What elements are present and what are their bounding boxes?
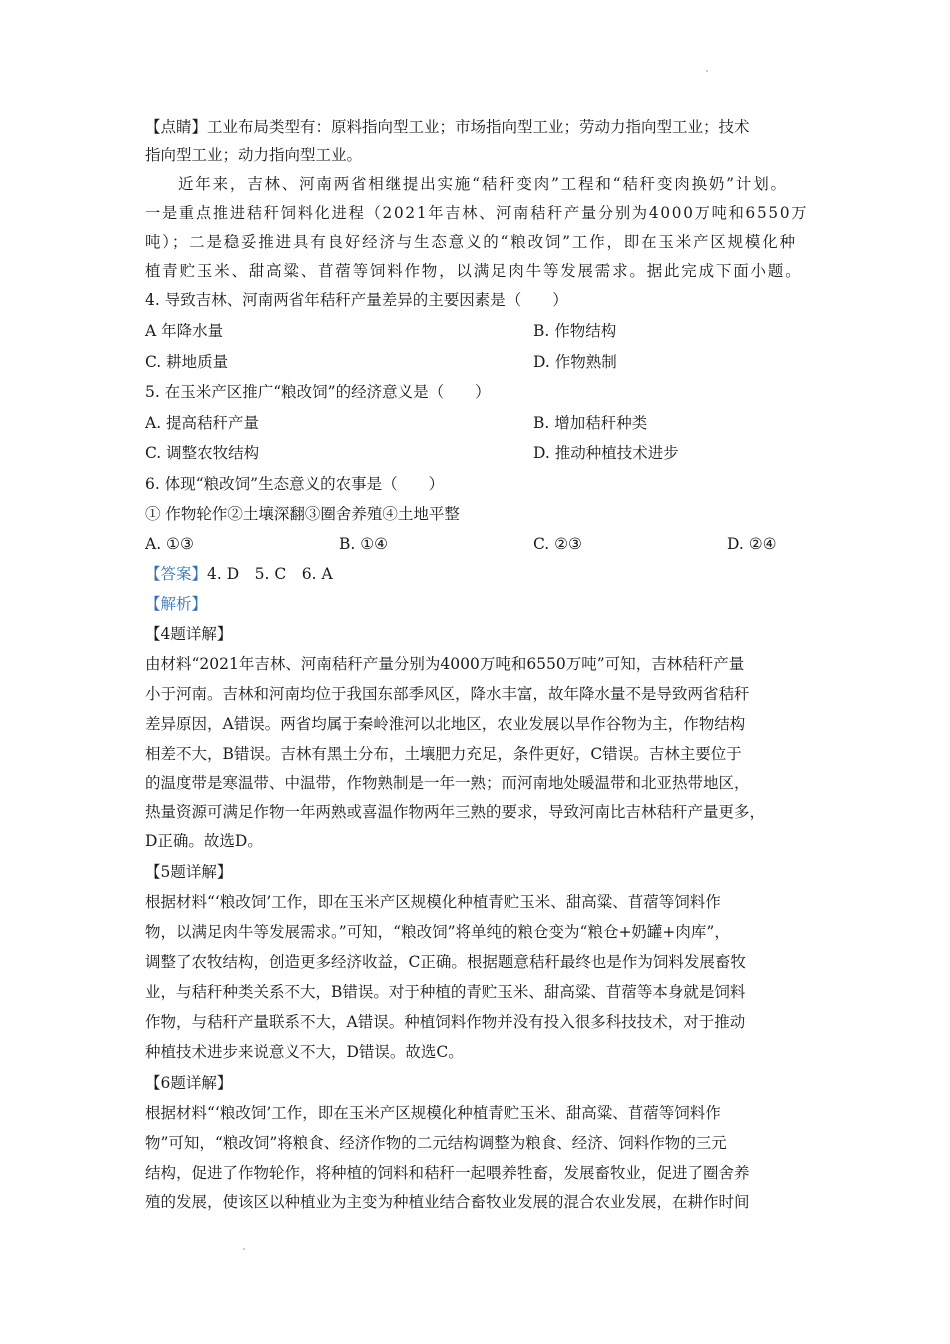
dianjing-line: 【点睛】工业布局类型有：原料指向型工业；市场指向型工业；劳动力指向型工业；技术 <box>145 118 750 136</box>
answer-value: 4. D 5. C 6. A <box>207 565 333 583</box>
detail-5-line: 业，与秸秆种类关系不大，B错误。对于种植的青贮玉米、甜高粱、苜蓿等本身就是饲料 <box>145 983 746 1001</box>
detail-4-line: 相差不大，B错误。吉林有黑土分布，土壤肥力充足，条件更好，C错误。吉林主要位于 <box>145 745 742 763</box>
q5-option-a: A. 提高秸秆产量 <box>145 414 260 432</box>
detail-4-line: 热量资源可满足作物一年两熟或喜温作物两年三熟的要求，导致河南比吉林秸秆产量更多， <box>145 803 766 821</box>
q4-option-a: A 年降水量 <box>145 322 224 340</box>
detail-4-line: D正确。故选D。 <box>145 832 263 850</box>
question-6-items: ① 作物轮作②土壤深翻③圈舍养殖④土地平整 <box>145 505 460 523</box>
q5-option-c: C. 调整农牧结构 <box>145 444 260 462</box>
answer-line <box>145 564 333 584</box>
question-4-stem: 4. 导致吉林、河南两省年秸秆产量差异的主要因素是（ ） <box>145 291 568 309</box>
detail-5-line: 调整了农牧结构，创造更多经济收益，C正确。根据题意秸秆最终也是作为饲料发展畜牧 <box>145 953 746 971</box>
scan-speck <box>706 70 708 72</box>
detail-5-line: 物，以满足肉牛等发展需求。”可知，“粮改饲”将单纯的粮仓变为“粮仓+奶罐+肉库”， <box>145 923 730 941</box>
q4-option-d: D. 作物熟制 <box>533 353 617 371</box>
question-6-stem: 6. 体现“粮改饲”生态意义的农事是（ ） <box>145 475 445 493</box>
q5-option-d: D. 推动种植技术进步 <box>533 444 679 462</box>
q6-option-d: D. ②④ <box>727 535 777 553</box>
material-line: 植青贮玉米、甜高粱、苜蓿等饲料作物，以满足肉牛等发展需求。据此完成下面小题。 <box>145 262 803 280</box>
analysis-label: 【解析】 <box>145 595 208 613</box>
detail-4-line: 差异原因，A错误。两省均属于秦岭淮河以北地区，农业发展以旱作谷物为主，作物结构 <box>145 715 746 733</box>
detail-4-title: 【4题详解】 <box>145 625 233 643</box>
detail-6-line: 物”可知，“粮改饲”将粮食、经济作物的二元结构调整为粮食、经济、饲料作物的三元 <box>145 1134 727 1152</box>
q4-option-b: B. 作物结构 <box>533 322 617 340</box>
detail-4-line: 由材料“2021年吉林、河南秸秆产量分别为4000万吨和6550万吨”可知，吉林秸秆产量 <box>145 655 745 673</box>
detail-4-line: 小于河南。吉林和河南均位于我国东部季风区，降水丰富，故年降水量不是导致两省秸秆 <box>145 685 750 703</box>
answer-label: 【答案】 <box>145 565 208 583</box>
detail-5-line: 根据材料“‘粮改饲’工作，即在玉米产区规模化种植青贮玉米、甜高粱、苜蓿等饲料作 <box>145 893 721 911</box>
detail-6-line: 结构，促进了作物轮作，将种植的饲料和秸秆一起喂养牲畜，发展畜牧业，促进了圈舍养 <box>145 1164 750 1182</box>
detail-4-line: 的温度带是寒温带、中温带，作物熟制是一年一熟；而河南地处暖温带和北亚热带地区， <box>145 774 750 792</box>
material-line: 一是重点推进秸秆饲料化进程（2021年吉林、河南秸秆产量分别为4000万吨和6550万 <box>145 204 809 222</box>
q6-option-b: B. ①④ <box>339 535 389 553</box>
detail-6-line: 殖的发展，使该区以种植业为主变为种植业结合畜牧业发展的混合农业发展，在耕作时间 <box>145 1193 750 1211</box>
material-line: 近年来，吉林、河南两省相继提出实施“秸秆变肉”工程和“秸秆变肉换奶”计划。 <box>178 175 788 193</box>
dianjing-line: 指向型工业；动力指向型工业。 <box>145 146 363 164</box>
question-5-stem: 5. 在玉米产区推广“粮改饲”的经济意义是（ ） <box>145 383 491 401</box>
detail-5-line: 作物，与秸秆产量联系不大，A错误。种植饲料作物并没有投入很多科技技术，对于推动 <box>145 1013 746 1031</box>
detail-5-title: 【5题详解】 <box>145 863 233 881</box>
material-line: 吨）；二是稳妥推进具有良好经济与生态意义的“粮改饲”工作，即在玉米产区规模化种 <box>145 233 797 251</box>
q6-option-c: C. ②③ <box>533 535 582 553</box>
detail-6-title: 【6题详解】 <box>145 1074 233 1092</box>
q6-option-a: A. ①③ <box>145 535 194 553</box>
detail-5-line: 种植技术进步来说意义不大，D错误。故选C。 <box>145 1043 464 1061</box>
scan-speck <box>243 1248 245 1250</box>
q5-option-b: B. 增加秸秆种类 <box>533 414 648 432</box>
detail-6-line: 根据材料“‘粮改饲’工作，即在玉米产区规模化种植青贮玉米、甜高粱、苜蓿等饲料作 <box>145 1104 721 1122</box>
q4-option-c: C. 耕地质量 <box>145 353 229 371</box>
